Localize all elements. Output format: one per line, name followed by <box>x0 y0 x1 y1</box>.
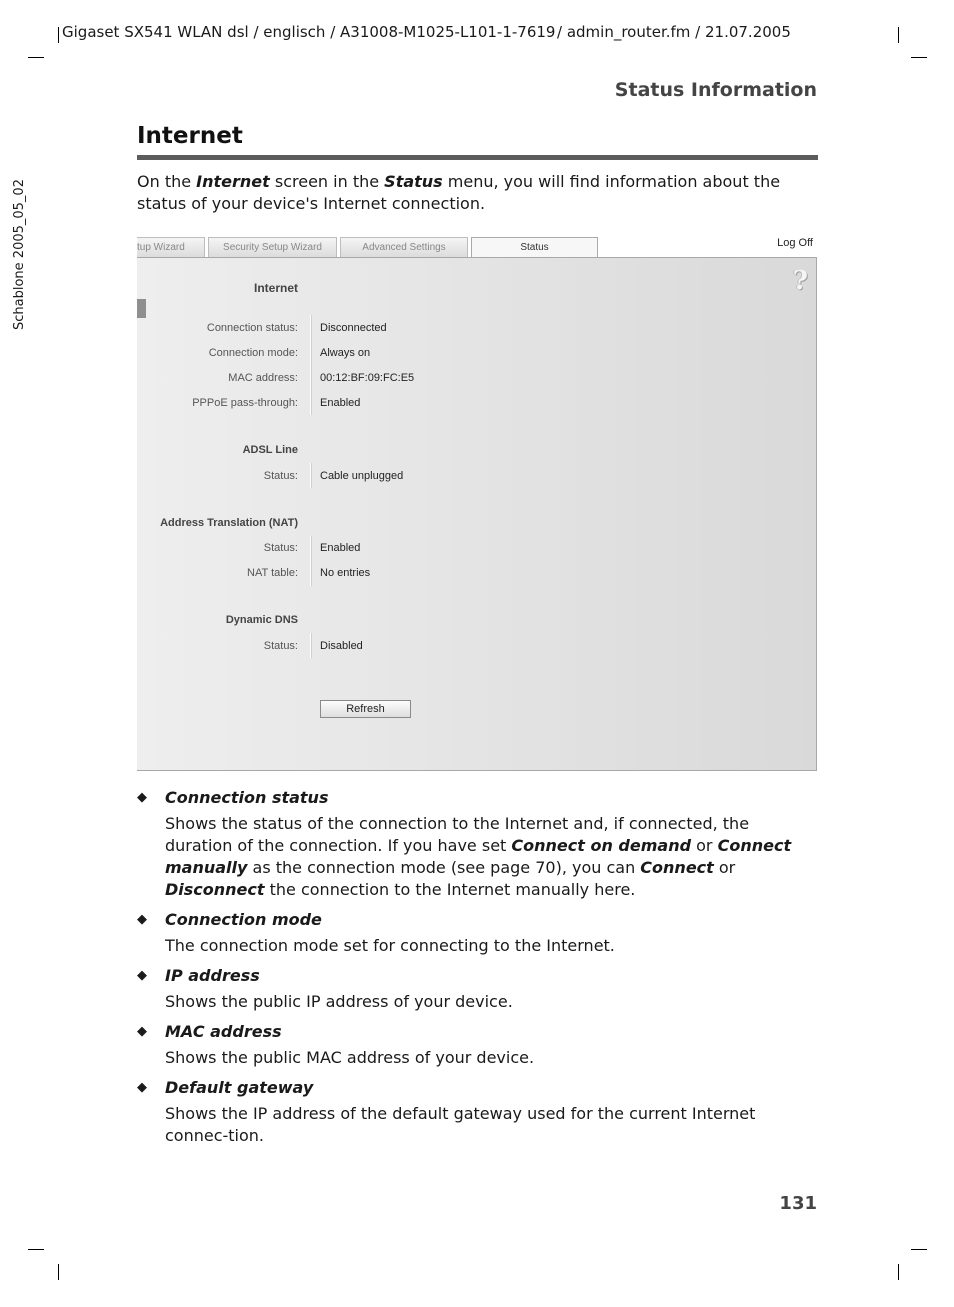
intro-paragraph: On the Internet screen in the Status menu, you will find information about the status of your device's Internet connection. <box>137 172 781 213</box>
crop-mark <box>911 57 927 58</box>
group-title-nat: Address Translation (NAT) <box>160 517 298 529</box>
crop-mark <box>898 1264 899 1280</box>
row-value: No entries <box>320 567 371 579</box>
section-label: Status Information <box>614 79 817 101</box>
tab-advanced-settings[interactable]: Advanced Settings <box>340 237 468 257</box>
bullet-mac-address <box>137 1021 821 1069</box>
row-value: 00:12:BF:09:FC:E5 <box>320 372 415 384</box>
divider <box>310 315 311 415</box>
row-value: Disabled <box>320 640 363 652</box>
crop-mark <box>898 27 899 43</box>
crop-mark <box>58 1264 59 1280</box>
row-label: Status: <box>263 470 298 482</box>
divider <box>310 536 311 586</box>
bullet-diamond-icon: ◆ <box>137 1080 147 1095</box>
row-label: Connection status: <box>206 322 298 334</box>
crop-mark <box>911 1249 927 1250</box>
row-value: Cable unplugged <box>320 470 404 482</box>
row-label: Status: <box>263 542 298 554</box>
bullet-title: IP address <box>165 966 260 985</box>
row-value: Disconnected <box>320 322 387 334</box>
refresh-button[interactable]: Refresh <box>320 700 411 718</box>
page-title: Internet <box>137 123 243 149</box>
bullet-ip-address <box>137 965 821 1013</box>
bullet-default-gateway <box>137 1077 821 1149</box>
row-label: NAT table: <box>247 567 298 579</box>
bullet-title: Connection mode <box>165 910 322 929</box>
tab-status[interactable]: Status <box>471 237 598 258</box>
row-label: Status: <box>263 640 298 652</box>
row-label: MAC address: <box>228 372 298 384</box>
crop-mark <box>28 57 44 58</box>
tab-setup-wizard[interactable]: tup Wizard <box>137 237 205 257</box>
crop-mark <box>28 1249 44 1250</box>
row-label: Connection mode: <box>208 347 298 359</box>
divider <box>310 463 311 488</box>
row-value: Always on <box>320 347 371 359</box>
logoff-link[interactable]: Log Off <box>777 237 813 249</box>
status-panel <box>137 257 817 771</box>
header-left: Gigaset SX541 WLAN dsl / englisch / A31008-M1025-L101-1-7619 <box>62 23 556 41</box>
bullet-text: Shows the public IP address of your device. <box>165 992 513 1011</box>
tab-bar <box>137 236 817 258</box>
tab-security-setup-wizard[interactable]: Security Setup Wizard <box>208 237 337 257</box>
group-title-adsl: ADSL Line <box>242 444 298 456</box>
scroll-marker <box>137 299 146 318</box>
bullet-title: Connection status <box>165 788 329 807</box>
page-number: 131 <box>779 1193 817 1214</box>
group-title-ddns: Dynamic DNS <box>225 614 298 626</box>
group-title-internet: Internet <box>253 281 298 295</box>
bullet-text: The connection mode set for connecting to the Internet. <box>165 936 615 955</box>
bullet-text: Shows the IP address of the default gateway used for the current Internet connec-tion. <box>165 1104 756 1145</box>
question-mark-icon[interactable]: ? <box>792 266 808 296</box>
template-note: Schablone 2005_05_02 <box>12 179 27 330</box>
bullet-diamond-icon: ◆ <box>137 1024 147 1039</box>
row-value: Enabled <box>320 542 361 554</box>
bullet-diamond-icon: ◆ <box>137 968 147 983</box>
bullet-title: Default gateway <box>165 1078 314 1097</box>
bullet-diamond-icon: ◆ <box>137 790 147 805</box>
divider <box>310 633 311 658</box>
bullet-text: Shows the status of the connection to the Internet and, if connected, the duration of the connection. If you have set Connect on demand or Connect manually as the connection mode (see page 70), you can Connect or Disconnect the connection to the Internet manually here. <box>165 814 792 899</box>
bullet-connection-mode <box>137 909 821 957</box>
heading-rule <box>137 155 818 160</box>
bullet-diamond-icon: ◆ <box>137 912 147 927</box>
header-right: / admin_router.fm / 21.07.2005 <box>557 23 791 41</box>
row-label: PPPoE pass-through: <box>192 397 298 409</box>
bullet-text: Shows the public MAC address of your device. <box>165 1048 535 1067</box>
router-status-screenshot <box>137 236 817 770</box>
bullet-title: MAC address <box>165 1022 282 1041</box>
bullet-connection-status <box>137 787 821 899</box>
crop-mark <box>58 27 59 43</box>
row-value: Enabled <box>320 397 361 409</box>
